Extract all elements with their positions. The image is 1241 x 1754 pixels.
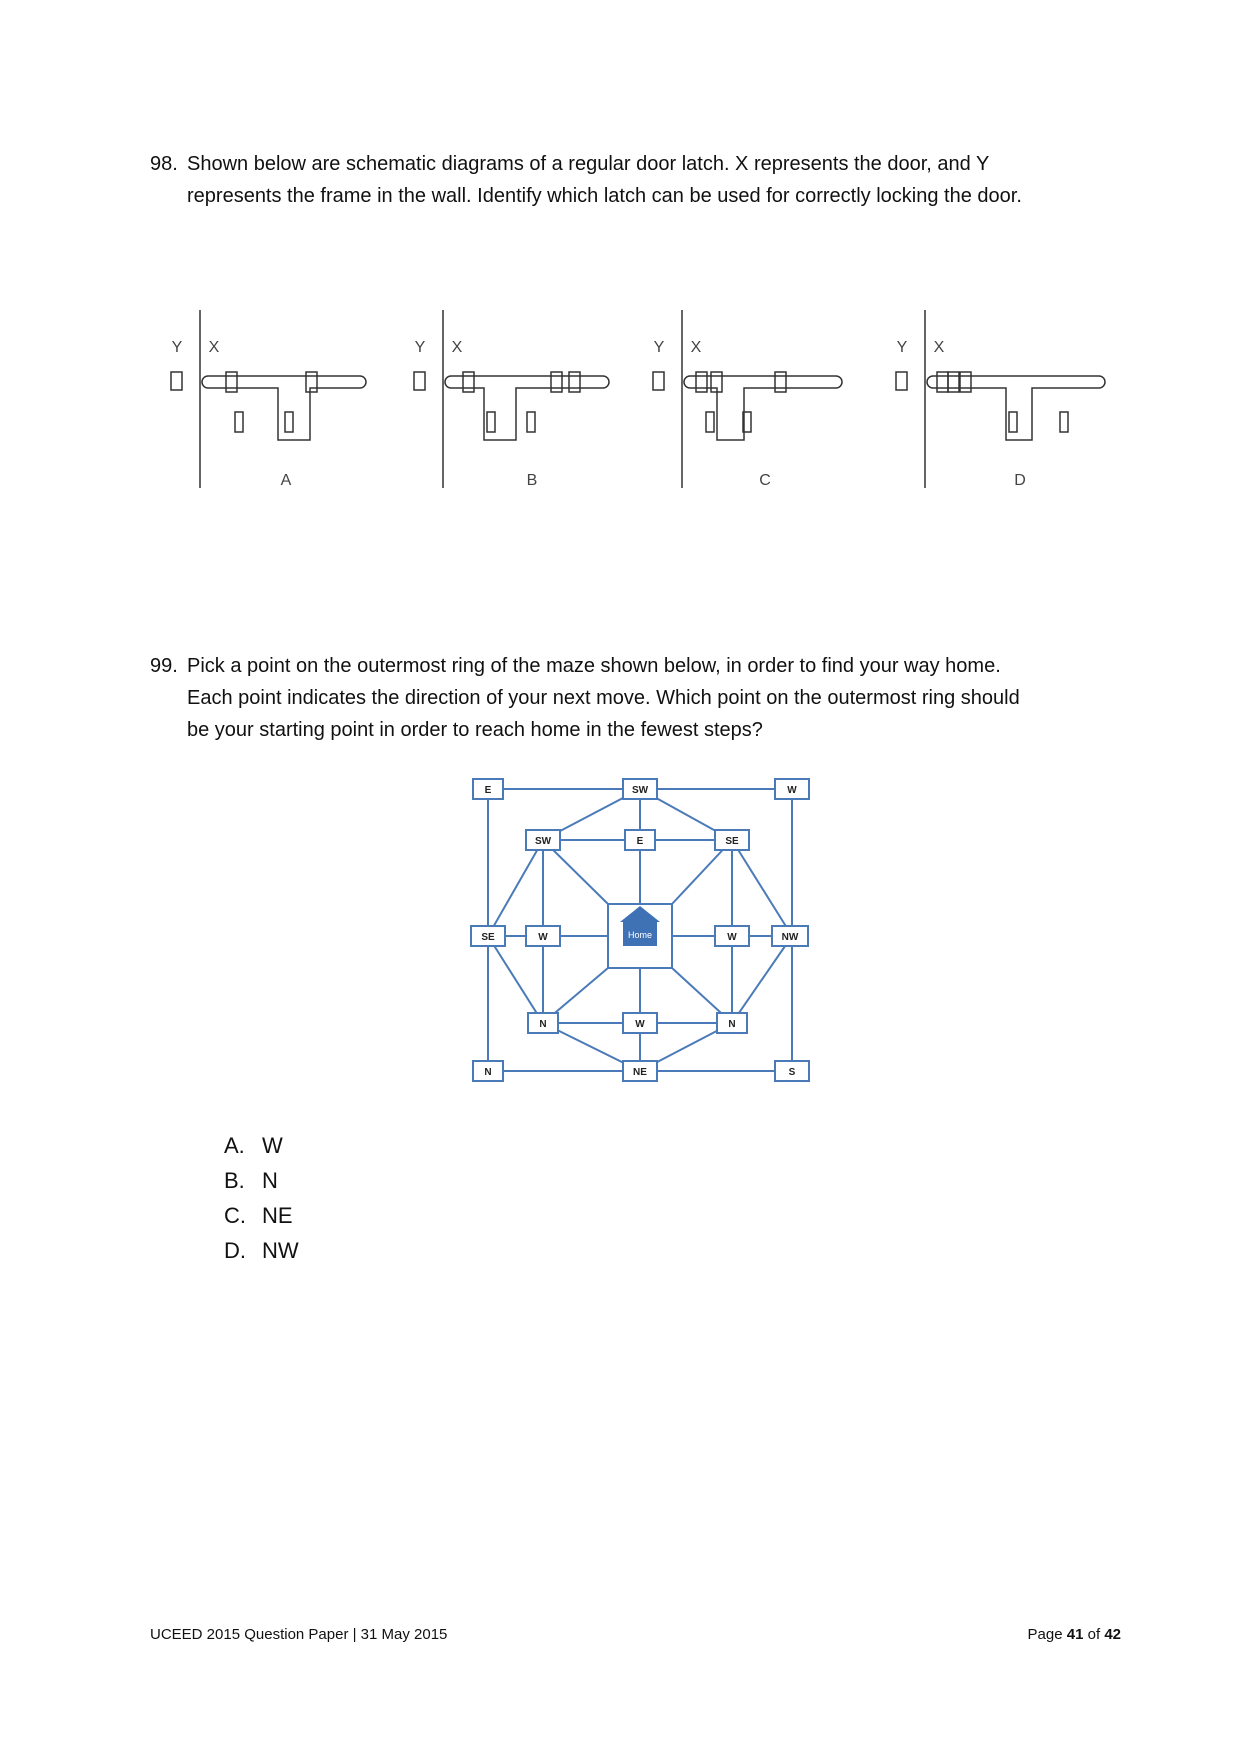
- maze-node-outer: [772, 926, 808, 946]
- guide-bracket: [226, 372, 237, 392]
- svg-text:E: E: [484, 785, 492, 796]
- option-c[interactable]: [224, 1198, 299, 1233]
- maze-node-outer: [623, 1061, 657, 1081]
- rest-slot: [527, 412, 535, 432]
- maze-node-outer: [473, 779, 503, 799]
- option-text: W: [262, 1133, 283, 1158]
- maze-node-middle: [715, 926, 749, 946]
- option-text: NE: [262, 1203, 293, 1228]
- option-text: NW: [262, 1238, 299, 1263]
- guide-bracket: [960, 372, 971, 392]
- maze-diagram: [470, 778, 810, 1098]
- svg-text:NE: NE: [633, 1067, 647, 1078]
- option-letter: C.: [224, 1203, 246, 1228]
- frame-slot: [653, 372, 664, 390]
- svg-text:NW: NW: [781, 932, 799, 943]
- maze-node-outer: [471, 926, 505, 946]
- current-page: 41: [1066, 1626, 1084, 1643]
- frame-slot: [896, 372, 907, 390]
- svg-text:SW: SW: [631, 785, 649, 796]
- y-label: Y: [896, 339, 908, 356]
- page-number: [1028, 1626, 1121, 1643]
- svg-text:N: N: [484, 1067, 492, 1078]
- guide-bracket: [551, 372, 562, 392]
- option-a[interactable]: [224, 1128, 299, 1163]
- option-d[interactable]: [224, 1233, 299, 1268]
- svg-text:E: E: [636, 836, 644, 847]
- option-text: N: [262, 1168, 278, 1193]
- question-text-line-2: Each point indicates the direction of your next move. Which point on the outermost ring should: [187, 687, 1020, 709]
- home-label: Home: [627, 930, 653, 940]
- svg-text:SW: SW: [534, 836, 552, 847]
- latch-label: C: [759, 472, 771, 489]
- y-label: Y: [653, 339, 665, 356]
- maze-node-middle: [623, 1013, 657, 1033]
- svg-text:SE: SE: [481, 932, 495, 943]
- maze-node-outer: [775, 1061, 809, 1081]
- question-text-line-1: Shown below are schematic diagrams of a regular door latch. X represents the door, and Y: [187, 153, 990, 175]
- question-text-line-3: be your starting point in order to reach home in the fewest steps?: [187, 719, 763, 741]
- question-text-line-1: Pick a point on the outermost ring of the maze shown below, in order to find your way home.: [187, 655, 1001, 677]
- latch-a: [171, 310, 366, 488]
- x-label: X: [933, 339, 945, 356]
- guide-bracket: [696, 372, 707, 392]
- maze-node-middle: [715, 830, 749, 850]
- svg-text:W: W: [538, 932, 548, 943]
- answer-options: [224, 1128, 299, 1268]
- guide-bracket: [937, 372, 948, 392]
- maze-node-outer: [623, 779, 657, 799]
- guide-bracket: [948, 372, 959, 392]
- frame-slot: [171, 372, 182, 390]
- option-letter: B.: [224, 1168, 245, 1193]
- rest-slot: [235, 412, 243, 432]
- latch-diagrams: [150, 300, 1130, 510]
- guide-bracket: [775, 372, 786, 392]
- x-label: X: [451, 339, 463, 356]
- option-letter: D.: [224, 1238, 246, 1263]
- of-word: of: [1087, 1626, 1101, 1643]
- question-99: [150, 650, 1110, 746]
- question-text-line-2: represents the frame in the wall. Identify which latch can be used for correctly locking the door.: [187, 185, 1022, 207]
- guide-bracket: [306, 372, 317, 392]
- latch-b: [414, 310, 609, 488]
- rest-slot: [1009, 412, 1017, 432]
- svg-text:N: N: [539, 1019, 547, 1030]
- maze-node-middle: [528, 1013, 558, 1033]
- latch-d: [896, 310, 1105, 488]
- svg-text:SE: SE: [725, 836, 739, 847]
- latch-label: D: [1014, 472, 1026, 489]
- page-word: Page: [1027, 1626, 1063, 1643]
- total-pages: 42: [1104, 1626, 1121, 1643]
- rest-slot: [1060, 412, 1068, 432]
- x-label: X: [690, 339, 702, 356]
- latch-body: [927, 376, 1105, 440]
- maze-node-middle: [625, 830, 655, 850]
- latch-label: B: [526, 472, 538, 489]
- y-label: Y: [414, 339, 426, 356]
- maze-node-middle: [717, 1013, 747, 1033]
- footer-title: UCEED 2015 Question Paper | 31 May 2015: [150, 1626, 448, 1643]
- question-98: [150, 148, 1110, 212]
- option-letter: A.: [224, 1133, 245, 1158]
- svg-text:W: W: [635, 1019, 645, 1030]
- maze-node-outer: [473, 1061, 503, 1081]
- latch-label: A: [280, 472, 292, 489]
- svg-text:W: W: [787, 785, 797, 796]
- rest-slot: [285, 412, 293, 432]
- maze-node-middle: [526, 926, 560, 946]
- y-label: Y: [171, 339, 183, 356]
- svg-text:W: W: [727, 932, 737, 943]
- question-number: 98.: [150, 153, 178, 175]
- latch-c: [653, 310, 842, 488]
- maze-node-middle: [526, 830, 560, 850]
- guide-bracket: [569, 372, 580, 392]
- guide-bracket: [463, 372, 474, 392]
- svg-text:N: N: [728, 1019, 736, 1030]
- rest-slot: [487, 412, 495, 432]
- maze-node-outer: [775, 779, 809, 799]
- frame-slot: [414, 372, 425, 390]
- svg-text:S: S: [788, 1067, 796, 1078]
- option-b[interactable]: [224, 1163, 299, 1198]
- x-label: X: [208, 339, 220, 356]
- rest-slot: [706, 412, 714, 432]
- question-number: 99.: [150, 655, 178, 677]
